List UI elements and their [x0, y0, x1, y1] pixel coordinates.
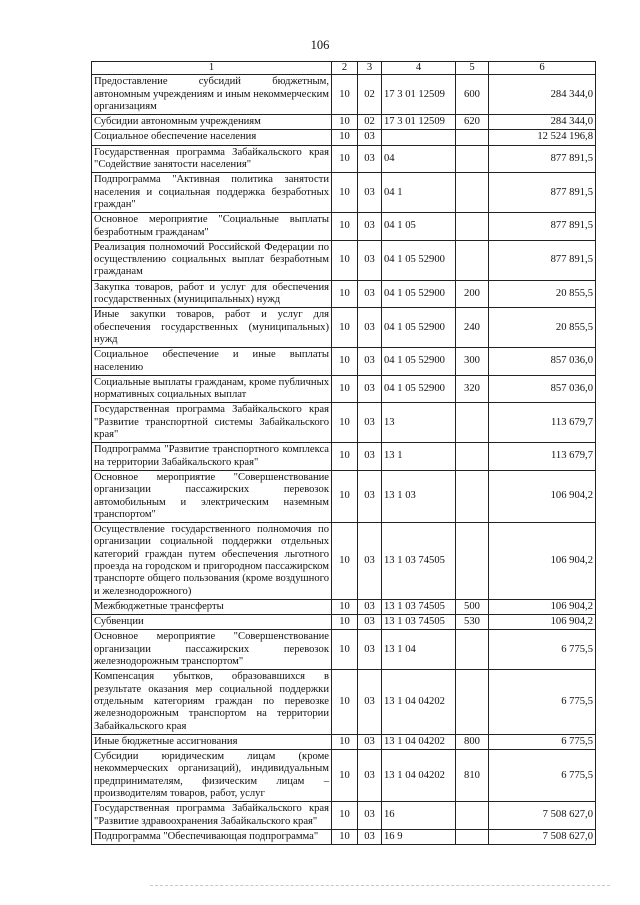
table-row	[92, 130, 596, 145]
row-target-code-cell: 13 1 03 74505	[382, 615, 456, 630]
row-section-cell: 10	[332, 750, 358, 802]
table-row	[92, 75, 596, 115]
row-name-cell: Иные бюджетные ассигнования	[92, 734, 332, 749]
row-name-cell: Подпрограмма "Активная политика занятости населения и социальная поддержка безработных граждан"	[92, 173, 332, 213]
row-amount-cell: 106 904,2	[489, 470, 596, 522]
row-name-cell: Реализация полномочий Российской Федерации по осуществлению социальных выплат безработным гражданам	[92, 240, 332, 280]
row-target-code-cell	[382, 130, 456, 145]
row-section-cell: 10	[332, 734, 358, 749]
table-row	[92, 443, 596, 471]
table-row	[92, 802, 596, 830]
table-row	[92, 173, 596, 213]
row-target-code-cell: 04 1	[382, 173, 456, 213]
row-subsection-cell: 03	[358, 145, 382, 173]
row-subsection-cell: 03	[358, 173, 382, 213]
row-name-cell: Межбюджетные трансферты	[92, 599, 332, 614]
row-target-code-cell: 04 1 05 52900	[382, 240, 456, 280]
row-name-cell: Социальные выплаты гражданам, кроме публичных нормативных социальных выплат	[92, 375, 332, 403]
row-amount-cell: 6 775,5	[489, 750, 596, 802]
row-section-cell: 10	[332, 213, 358, 241]
table-row	[92, 470, 596, 522]
row-expense-type-cell	[456, 802, 489, 830]
header-col-2: 2	[332, 62, 358, 75]
row-section-cell: 10	[332, 375, 358, 403]
row-subsection-cell: 03	[358, 240, 382, 280]
row-name-cell: Субсидии автономным учреждениям	[92, 115, 332, 130]
row-subsection-cell: 03	[358, 523, 382, 600]
row-subsection-cell: 03	[358, 403, 382, 443]
row-name-cell: Основное мероприятие "Совершенствование организации пассажирских перевозок автомобильным и электрическим наземным транспортом"	[92, 470, 332, 522]
row-name-cell: Закупка товаров, работ и услуг для обеспечения государственных (муниципальных) нужд	[92, 280, 332, 308]
row-section-cell: 10	[332, 403, 358, 443]
row-subsection-cell: 03	[358, 615, 382, 630]
row-name-cell: Компенсация убытков, образовавшихся в результате оказания мер социальной поддержки отдельным категориям граждан по перевозке железнодорожным транспортом на территории Забайкальского края	[92, 670, 332, 734]
row-target-code-cell: 04	[382, 145, 456, 173]
row-amount-cell: 7 508 627,0	[489, 829, 596, 844]
row-subsection-cell: 03	[358, 130, 382, 145]
table-row	[92, 734, 596, 749]
row-target-code-cell: 04 1 05 52900	[382, 280, 456, 308]
row-target-code-cell: 13 1 03	[382, 470, 456, 522]
row-target-code-cell: 04 1 05 52900	[382, 348, 456, 376]
table-row	[92, 115, 596, 130]
row-target-code-cell: 04 1 05 52900	[382, 375, 456, 403]
row-amount-cell: 877 891,5	[489, 145, 596, 173]
row-name-cell: Государственная программа Забайкальского края "Содействие занятости населения"	[92, 145, 332, 173]
row-section-cell: 10	[332, 348, 358, 376]
row-expense-type-cell	[456, 523, 489, 600]
row-section-cell: 10	[332, 443, 358, 471]
row-target-code-cell: 13 1 04 04202	[382, 734, 456, 749]
table-row	[92, 308, 596, 348]
row-target-code-cell: 13 1 04	[382, 630, 456, 670]
row-section-cell: 10	[332, 470, 358, 522]
row-expense-type-cell	[456, 213, 489, 241]
row-expense-type-cell	[456, 173, 489, 213]
row-target-code-cell: 16	[382, 802, 456, 830]
row-expense-type-cell	[456, 630, 489, 670]
row-name-cell: Государственная программа Забайкальского края "Развитие здравоохранения Забайкальского края"	[92, 802, 332, 830]
row-expense-type-cell	[456, 403, 489, 443]
table-row	[92, 213, 596, 241]
row-section-cell: 10	[332, 308, 358, 348]
row-target-code-cell: 13	[382, 403, 456, 443]
table-row	[92, 615, 596, 630]
row-section-cell: 10	[332, 802, 358, 830]
row-name-cell: Основное мероприятие "Совершенствование организации пассажирских перевозок железнодорожным транспортом"	[92, 630, 332, 670]
header-col-3: 3	[358, 62, 382, 75]
row-target-code-cell: 04 1 05	[382, 213, 456, 241]
row-amount-cell: 6 775,5	[489, 630, 596, 670]
row-target-code-cell: 13 1 03 74505	[382, 523, 456, 600]
row-target-code-cell: 04 1 05 52900	[382, 308, 456, 348]
table-row	[92, 375, 596, 403]
row-subsection-cell: 03	[358, 443, 382, 471]
row-amount-cell: 284 344,0	[489, 75, 596, 115]
table-row	[92, 670, 596, 734]
row-subsection-cell: 03	[358, 670, 382, 734]
row-section-cell: 10	[332, 130, 358, 145]
row-name-cell: Осуществление государственного полномочия по организации социальной поддержки отдельных категорий граждан путем обеспечения льготного проезда на городском и пригородном пассажирском транспорте общего пользования (кроме воздушного и железнодорожного)	[92, 523, 332, 600]
row-expense-type-cell: 620	[456, 115, 489, 130]
row-expense-type-cell: 320	[456, 375, 489, 403]
table-row	[92, 348, 596, 376]
table-row	[92, 599, 596, 614]
table-row	[92, 630, 596, 670]
table-row	[92, 145, 596, 173]
row-subsection-cell: 03	[358, 734, 382, 749]
table-header-row	[92, 62, 596, 75]
row-amount-cell: 12 524 196,8	[489, 130, 596, 145]
row-amount-cell: 877 891,5	[489, 240, 596, 280]
row-target-code-cell: 13 1 04 04202	[382, 750, 456, 802]
row-section-cell: 10	[332, 523, 358, 600]
row-amount-cell: 20 855,5	[489, 280, 596, 308]
row-expense-type-cell	[456, 670, 489, 734]
row-subsection-cell: 03	[358, 348, 382, 376]
row-subsection-cell: 03	[358, 280, 382, 308]
row-target-code-cell: 13 1 03 74505	[382, 599, 456, 614]
header-col-5: 5	[456, 62, 489, 75]
row-expense-type-cell	[456, 829, 489, 844]
table-row	[92, 750, 596, 802]
row-amount-cell: 106 904,2	[489, 615, 596, 630]
row-expense-type-cell: 500	[456, 599, 489, 614]
row-amount-cell: 7 508 627,0	[489, 802, 596, 830]
row-target-code-cell: 17 3 01 12509	[382, 115, 456, 130]
row-target-code-cell: 13 1 04 04202	[382, 670, 456, 734]
row-subsection-cell: 03	[358, 375, 382, 403]
row-name-cell: Социальное обеспечение и иные выплаты населению	[92, 348, 332, 376]
row-name-cell: Субвенции	[92, 615, 332, 630]
row-name-cell: Подпрограмма "Обеспечивающая подпрограмма"	[92, 829, 332, 844]
row-target-code-cell: 13 1	[382, 443, 456, 471]
row-section-cell: 10	[332, 829, 358, 844]
table-row	[92, 240, 596, 280]
row-name-cell: Подпрограмма "Развитие транспортного комплекса на территории Забайкальского края"	[92, 443, 332, 471]
row-subsection-cell: 03	[358, 213, 382, 241]
row-section-cell: 10	[332, 240, 358, 280]
row-amount-cell: 106 904,2	[489, 523, 596, 600]
table-row	[92, 523, 596, 600]
row-subsection-cell: 03	[358, 802, 382, 830]
row-section-cell: 10	[332, 599, 358, 614]
header-col-6: 6	[489, 62, 596, 75]
row-target-code-cell: 17 3 01 12509	[382, 75, 456, 115]
row-subsection-cell: 03	[358, 630, 382, 670]
row-expense-type-cell: 800	[456, 734, 489, 749]
table-row	[92, 280, 596, 308]
row-amount-cell: 877 891,5	[489, 173, 596, 213]
row-section-cell: 10	[332, 615, 358, 630]
table-row	[92, 403, 596, 443]
row-amount-cell: 6 775,5	[489, 734, 596, 749]
page-number: 106	[310, 38, 330, 52]
row-section-cell: 10	[332, 115, 358, 130]
row-section-cell: 10	[332, 145, 358, 173]
row-expense-type-cell: 600	[456, 75, 489, 115]
row-expense-type-cell: 240	[456, 308, 489, 348]
row-amount-cell: 857 036,0	[489, 375, 596, 403]
row-expense-type-cell: 530	[456, 615, 489, 630]
row-target-code-cell: 16 9	[382, 829, 456, 844]
row-expense-type-cell	[456, 240, 489, 280]
row-subsection-cell: 03	[358, 599, 382, 614]
row-subsection-cell: 03	[358, 829, 382, 844]
row-section-cell: 10	[332, 670, 358, 734]
budget-table	[91, 61, 596, 845]
row-expense-type-cell: 200	[456, 280, 489, 308]
row-amount-cell: 20 855,5	[489, 308, 596, 348]
header-col-1: 1	[92, 62, 332, 75]
row-name-cell: Государственная программа Забайкальского края "Развитие транспортной системы Забайкальского края"	[92, 403, 332, 443]
table-row	[92, 829, 596, 844]
row-amount-cell: 113 679,7	[489, 403, 596, 443]
row-expense-type-cell	[456, 130, 489, 145]
row-subsection-cell: 03	[358, 308, 382, 348]
row-name-cell: Основное мероприятие "Социальные выплаты безработным гражданам"	[92, 213, 332, 241]
page-bottom-rule	[150, 885, 610, 887]
row-amount-cell: 284 344,0	[489, 115, 596, 130]
row-name-cell: Социальное обеспечение населения	[92, 130, 332, 145]
row-name-cell: Иные закупки товаров, работ и услуг для обеспечения государственных (муниципальных) нужд	[92, 308, 332, 348]
row-section-cell: 10	[332, 75, 358, 115]
row-amount-cell: 113 679,7	[489, 443, 596, 471]
row-section-cell: 10	[332, 280, 358, 308]
row-subsection-cell: 03	[358, 470, 382, 522]
row-amount-cell: 857 036,0	[489, 348, 596, 376]
row-subsection-cell: 03	[358, 750, 382, 802]
row-section-cell: 10	[332, 173, 358, 213]
row-expense-type-cell: 300	[456, 348, 489, 376]
row-amount-cell: 106 904,2	[489, 599, 596, 614]
row-expense-type-cell: 810	[456, 750, 489, 802]
row-expense-type-cell	[456, 145, 489, 173]
row-subsection-cell: 02	[358, 115, 382, 130]
row-expense-type-cell	[456, 443, 489, 471]
row-section-cell: 10	[332, 630, 358, 670]
row-name-cell: Субсидии юридическим лицам (кроме некоммерческих организаций), индивидуальным предпринимателям, физическим лицам – производителям товаров, работ, услуг	[92, 750, 332, 802]
row-subsection-cell: 02	[358, 75, 382, 115]
row-amount-cell: 877 891,5	[489, 213, 596, 241]
header-col-4: 4	[382, 62, 456, 75]
row-amount-cell: 6 775,5	[489, 670, 596, 734]
row-name-cell: Предоставление субсидий бюджетным, автономным учреждениям и иным некоммерческим организациям	[92, 75, 332, 115]
row-expense-type-cell	[456, 470, 489, 522]
